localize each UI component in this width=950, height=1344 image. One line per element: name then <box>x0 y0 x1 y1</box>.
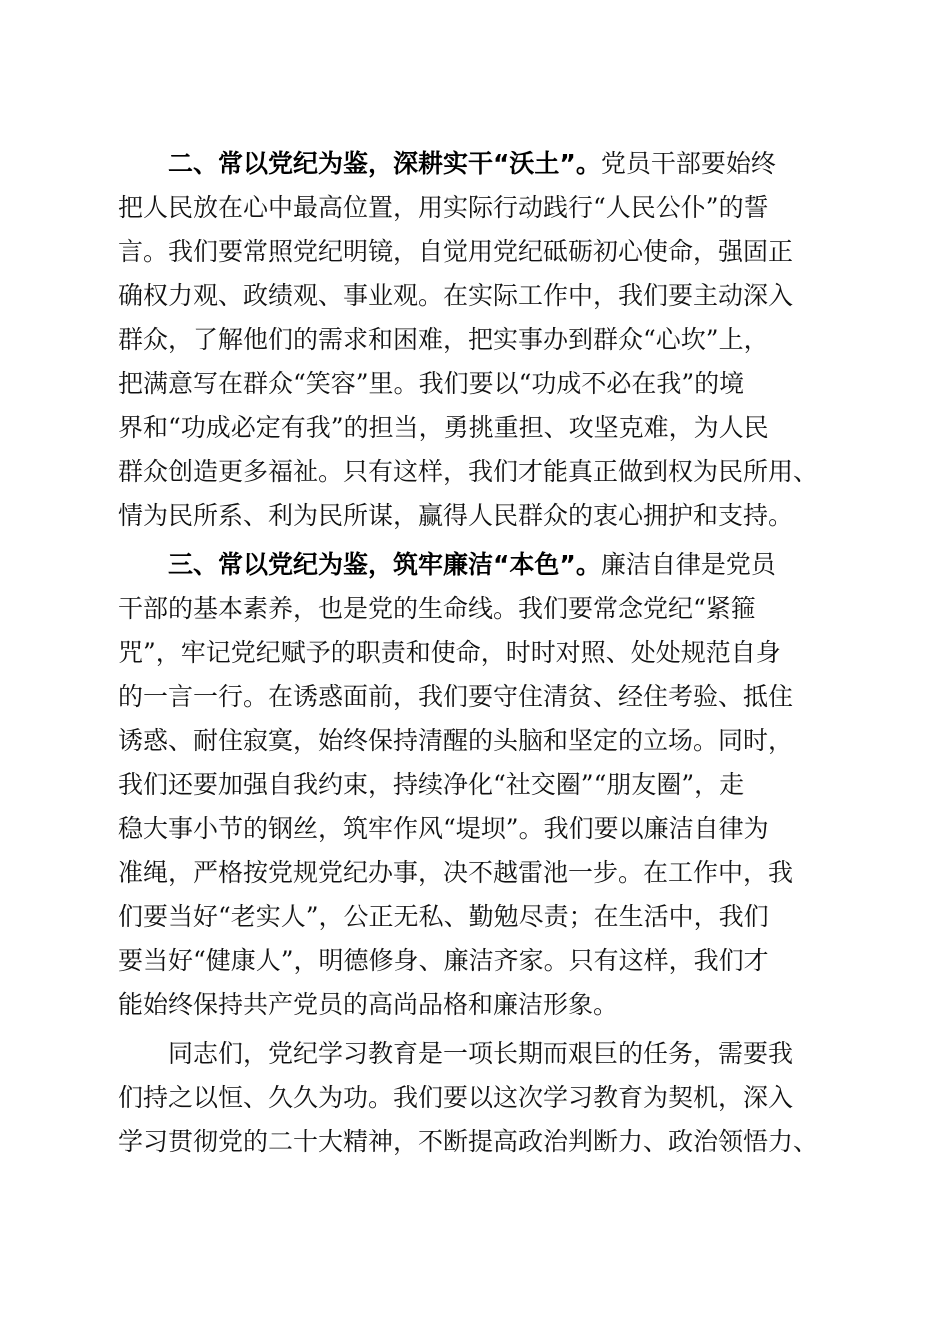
paragraph-line: 学习贯彻党的二十大精神，不断提高政治判断力、政治领悟力、 <box>118 1127 819 1156</box>
paragraph-line: 同志们，党纪学习教育是一项长期而艰巨的任务，需要我 <box>168 1039 794 1068</box>
paragraph-line: 诱惑、耐住寂寞，始终保持清醒的头脑和坚定的立场。同时， <box>118 726 794 755</box>
paragraph-line: 们要当好“老实人”，公正无私、勤勉尽责；在生活中，我们 <box>118 902 769 931</box>
paragraph-line: 准绳，严格按党规党纪办事，决不越雷池一步。在工作中，我 <box>118 858 794 887</box>
paragraph-line: 界和“功成必定有我”的担当，勇挑重担、攻坚克难，为人民 <box>118 413 769 442</box>
paragraph-line: 我们还要加强自我约束，持续净化“社交圈”“朋友圈”，走 <box>118 770 745 799</box>
paragraph-line <box>168 543 858 587</box>
paragraph-line: 把满意写在群众“笑容”里。我们要以“功成不必在我”的境 <box>118 369 745 398</box>
paragraph-text: 党员干部要始终 <box>600 149 776 178</box>
section-heading: 三、常以党纪为鉴，筑牢廉洁“本色”。 <box>168 550 601 579</box>
paragraph-text: 廉洁自律是党员 <box>600 550 776 579</box>
paragraph-line: 干部的基本素养，也是党的生命线。我们要常念党纪“紧箍 <box>118 594 756 623</box>
paragraph-line: 群众，了解他们的需求和困难，把实事办到群众“心坎”上， <box>118 325 769 354</box>
paragraph-line: 稳大事小节的钢丝，筑牢作风“堤坝”。我们要以廉洁自律为 <box>118 814 769 843</box>
paragraph-line: 言。我们要常照党纪明镜，自觉用党纪砥砺初心使命，强固正 <box>118 237 794 266</box>
paragraph-line: 群众创造更多福祉。只有这样，我们才能真正做到权为民所用、 <box>118 457 819 486</box>
paragraph-line: 能始终保持共产党员的高尚品格和廉洁形象。 <box>118 990 619 1019</box>
paragraph-line: 们持之以恒、久久为功。我们要以这次学习教育为契机，深入 <box>118 1083 794 1112</box>
section-heading: 二、常以党纪为鉴，深耕实干“沃土”。 <box>168 149 601 178</box>
paragraph-line: 确权力观、政绩观、事业观。在实际工作中，我们要主动深入 <box>118 281 794 310</box>
paragraph-line: 要当好“健康人”，明德修身、廉洁齐家。只有这样，我们才 <box>118 946 769 975</box>
paragraph-line: 咒”，牢记党纪赋予的职责和使命，时时对照、处处规范自身 <box>118 638 781 667</box>
paragraph-line: 的一言一行。在诱惑面前，我们要守住清贫、经住考验、抵住 <box>118 682 794 711</box>
paragraph-line: 把人民放在心中最高位置，用实际行动践行“人民公仆”的誓 <box>118 193 769 222</box>
paragraph-line: 情为民所系、利为民所谋，赢得人民群众的衷心拥护和支持。 <box>118 501 794 530</box>
paragraph-line <box>168 142 858 186</box>
